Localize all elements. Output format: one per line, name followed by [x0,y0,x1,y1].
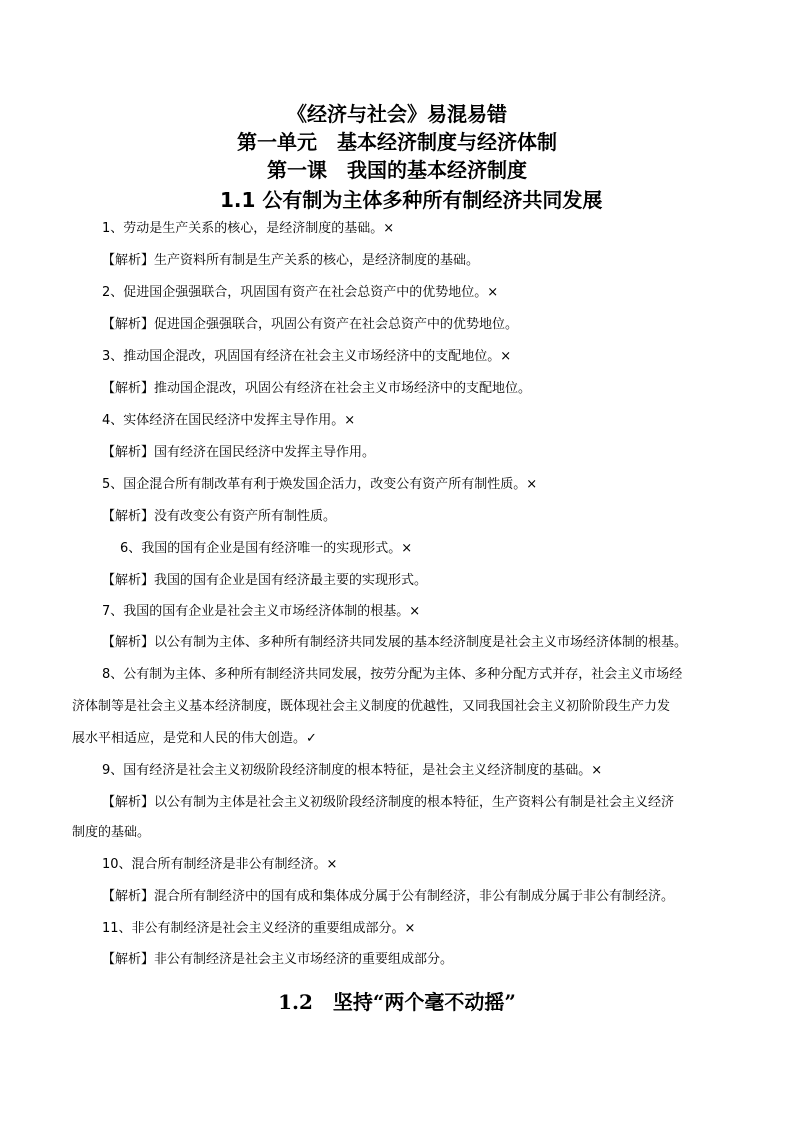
document-title: 《经济与社会》易混易错 [287,102,507,126]
question-8-line-1: 8、公有制为主体、多种所有制经济共同发展，按劳分配为主体、多种分配方式并存，社会主义市场经 [102,667,683,682]
question-5: 5、国企混合所有制改革有利于焕发国企活力，改变公有资产所有制性质。× [102,477,538,492]
analysis-1: 【解析】生产资料所有制是生产关系的核心，是经济制度的基础。 [102,253,480,268]
unit-heading: 第一单元 基本经济制度与经济体制 [237,130,557,154]
section-2-heading: 1.2 坚持“两个毫不动摇” [278,990,516,1014]
question-9: 9、国有经济是社会主义初级阶段经济制度的根本特征，是社会主义经济制度的基础。× [102,763,603,778]
question-3: 3、推动国企混改，巩固国有经济在社会主义市场经济中的支配地位。× [102,349,512,364]
question-10: 10、混合所有制经济是非公有制经济。× [102,857,338,872]
analysis-3: 【解析】推动国企混改，巩固公有经济在社会主义市场经济中的支配地位。 [102,381,532,396]
question-8-line-2: 济体制等是社会主义基本经济制度，既体现社会主义制度的优越性，又同我国社会主义初阶阶段生产力发 [72,699,671,714]
question-1: 1、劳动是生产关系的核心，是经济制度的基础。× [102,221,395,236]
question-7: 7、我国的国有企业是社会主义市场经济体制的根基。× [102,604,421,619]
question-8-line-3: 展水平相适应，是党和人民的伟大创造。✓ [72,731,317,746]
question-4: 4、实体经济在国民经济中发挥主导作用。× [102,413,356,428]
question-2: 2、促进国企强强联合，巩固国有资产在社会总资产中的优势地位。× [102,285,499,300]
analysis-10: 【解析】混合所有制经济中的国有成和集体成分属于公有制经济，非公有制成分属于非公有制经济。 [102,889,675,904]
lesson-heading: 第一课 我国的基本经济制度 [267,158,527,182]
analysis-5: 【解析】没有改变公有资产所有制性质。 [102,509,337,524]
analysis-2: 【解析】促进国企强强联合，巩固公有资产在社会总资产中的优势地位。 [102,317,519,332]
analysis-9-line-1: 【解析】以公有制为主体是社会主义初级阶段经济制度的根本特征，生产资料公有制是社会主义经济 [102,795,675,810]
analysis-9-line-2: 制度的基础。 [72,825,151,840]
question-11: 11、非公有制经济是社会主义经济的重要组成部分。× [102,921,416,936]
analysis-4: 【解析】国有经济在国民经济中发挥主导作用。 [102,445,376,460]
analysis-11: 【解析】非公有制经济是社会主义市场经济的重要组成部分。 [102,952,454,967]
analysis-7: 【解析】以公有制为主体、多种所有制经济共同发展的基本经济制度是社会主义市场经济体制的根基。 [102,635,688,650]
section-heading: 1.1 公有制为主体多种所有制经济共同发展 [220,188,603,212]
analysis-6: 【解析】我国的国有企业是国有经济最主要的实现形式。 [102,573,428,588]
question-6: 6、我国的国有企业是国有经济唯一的实现形式。× [120,541,413,556]
